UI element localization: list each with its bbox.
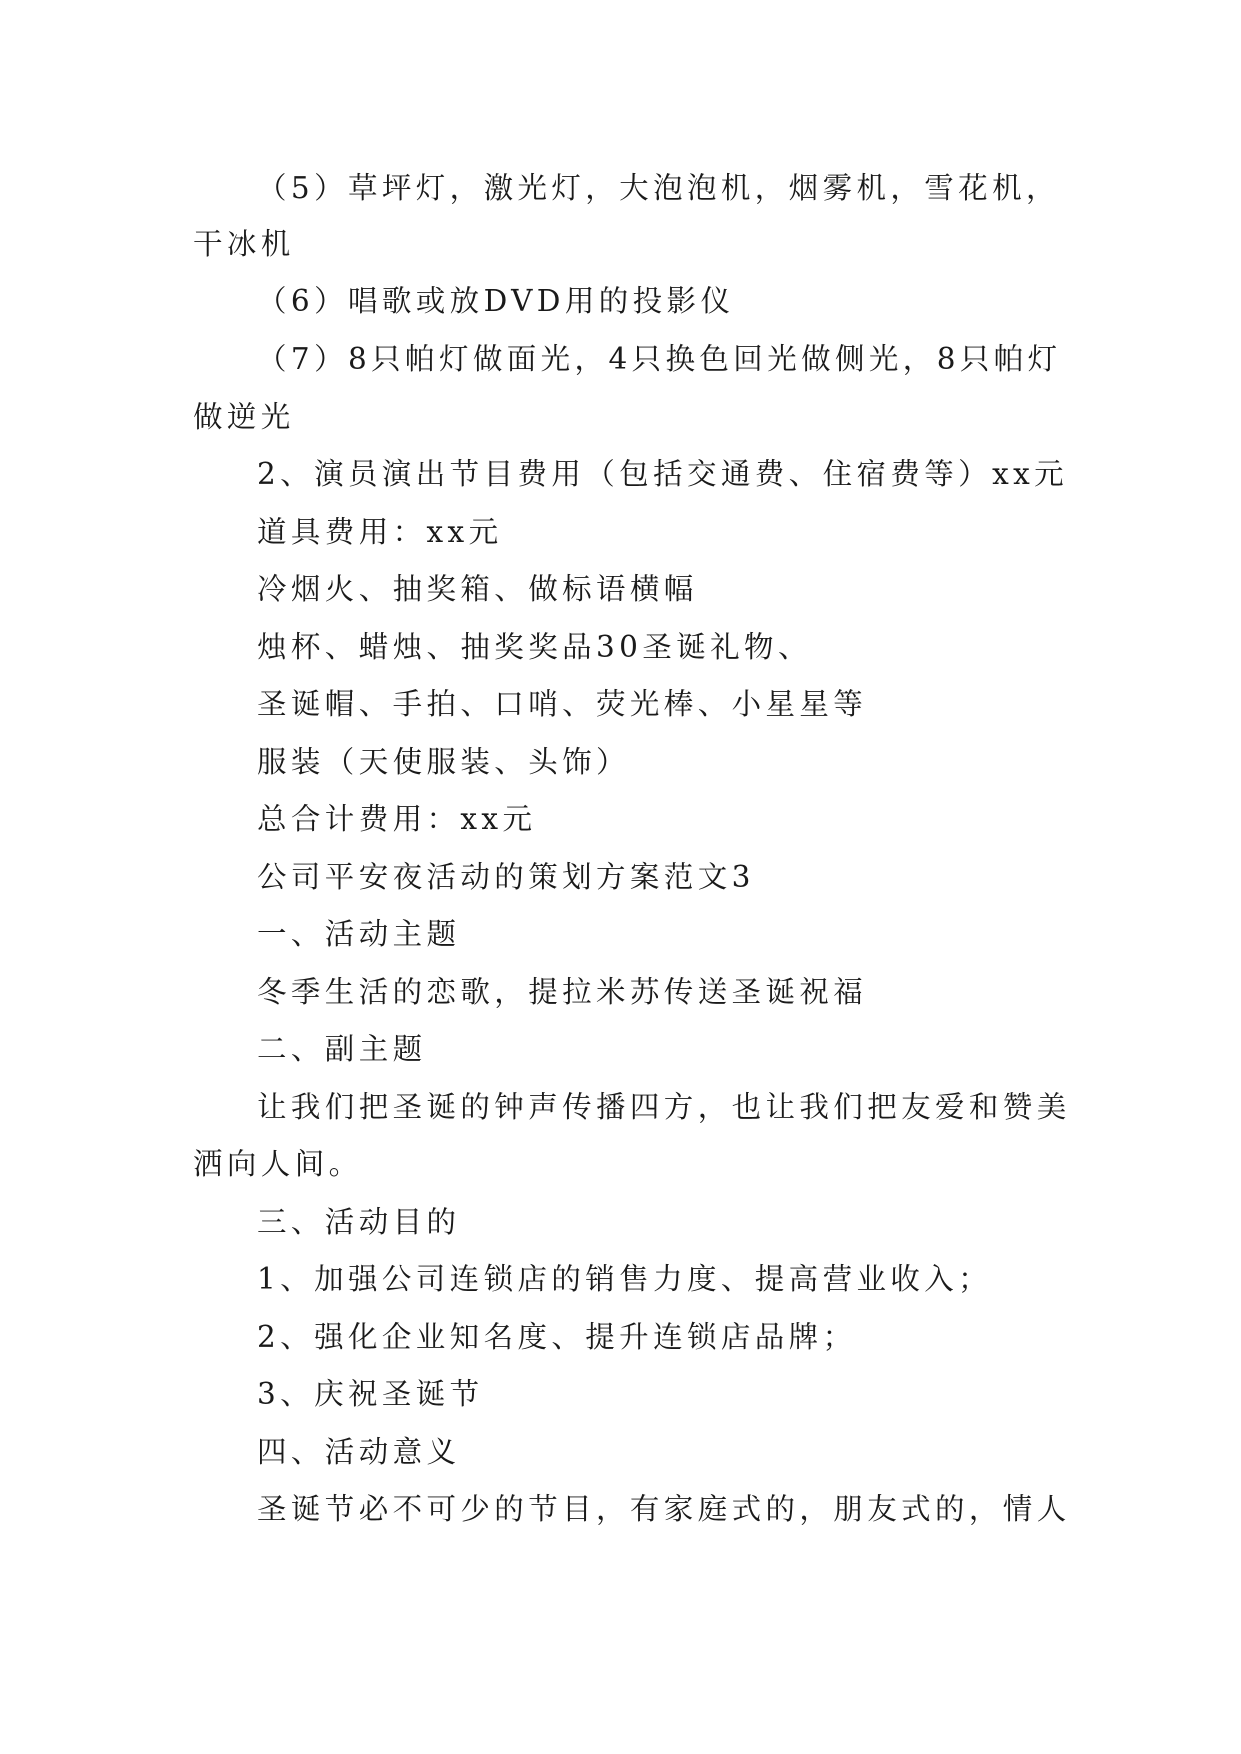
- paragraph-line: 冷烟火、抽奖箱、做标语横幅: [257, 572, 698, 606]
- section-heading: 四、活动意义: [257, 1435, 461, 1469]
- paragraph-line: 圣诞帽、手拍、口哨、荧光棒、小星星等: [257, 687, 868, 721]
- paragraph-line: （5）草坪灯，激光灯，大泡泡机，烟雾机，雪花机，: [257, 171, 1060, 205]
- paragraph-line: （6）唱歌或放DVD用的投影仪: [257, 284, 735, 318]
- section-heading: 一、活动主题: [257, 917, 461, 951]
- paragraph-line: 1、加强公司连锁店的销售力度、提高营业收入；: [257, 1262, 993, 1296]
- paragraph-line: 洒向人间。: [193, 1147, 363, 1181]
- section-heading: 二、副主题: [257, 1032, 427, 1066]
- paragraph-line: 道具费用：xx元: [257, 515, 503, 549]
- paragraph-line: 3、庆祝圣诞节: [257, 1377, 484, 1411]
- paragraph-line: 做逆光: [193, 400, 295, 434]
- paragraph-line: 服装（天使服装、头饰）: [257, 745, 630, 779]
- section-heading: 三、活动目的: [257, 1205, 461, 1239]
- paragraph-line: 干冰机: [193, 227, 295, 261]
- paragraph-line: 2、强化企业知名度、提升连锁店品牌；: [257, 1320, 857, 1354]
- paragraph-line: 2、演员演出节目费用（包括交通费、住宿费等）xx元: [257, 457, 1069, 491]
- paragraph-line: 总合计费用：xx元: [257, 802, 537, 836]
- paragraph-line: 烛杯、蜡烛、抽奖奖品30圣诞礼物、: [257, 630, 812, 664]
- paragraph-line: 冬季生活的恋歌，提拉米苏传送圣诞祝福: [257, 975, 868, 1009]
- paragraph-line: 让我们把圣诞的钟声传播四方，也让我们把友爱和赞美: [257, 1090, 1071, 1124]
- paragraph-line: （7）8只帕灯做面光，4只换色回光做侧光，8只帕灯: [257, 342, 1062, 376]
- section-heading: 公司平安夜活动的策划方案范文3: [257, 860, 755, 894]
- paragraph-line: 圣诞节必不可少的节目，有家庭式的，朋友式的，情人: [257, 1492, 1071, 1526]
